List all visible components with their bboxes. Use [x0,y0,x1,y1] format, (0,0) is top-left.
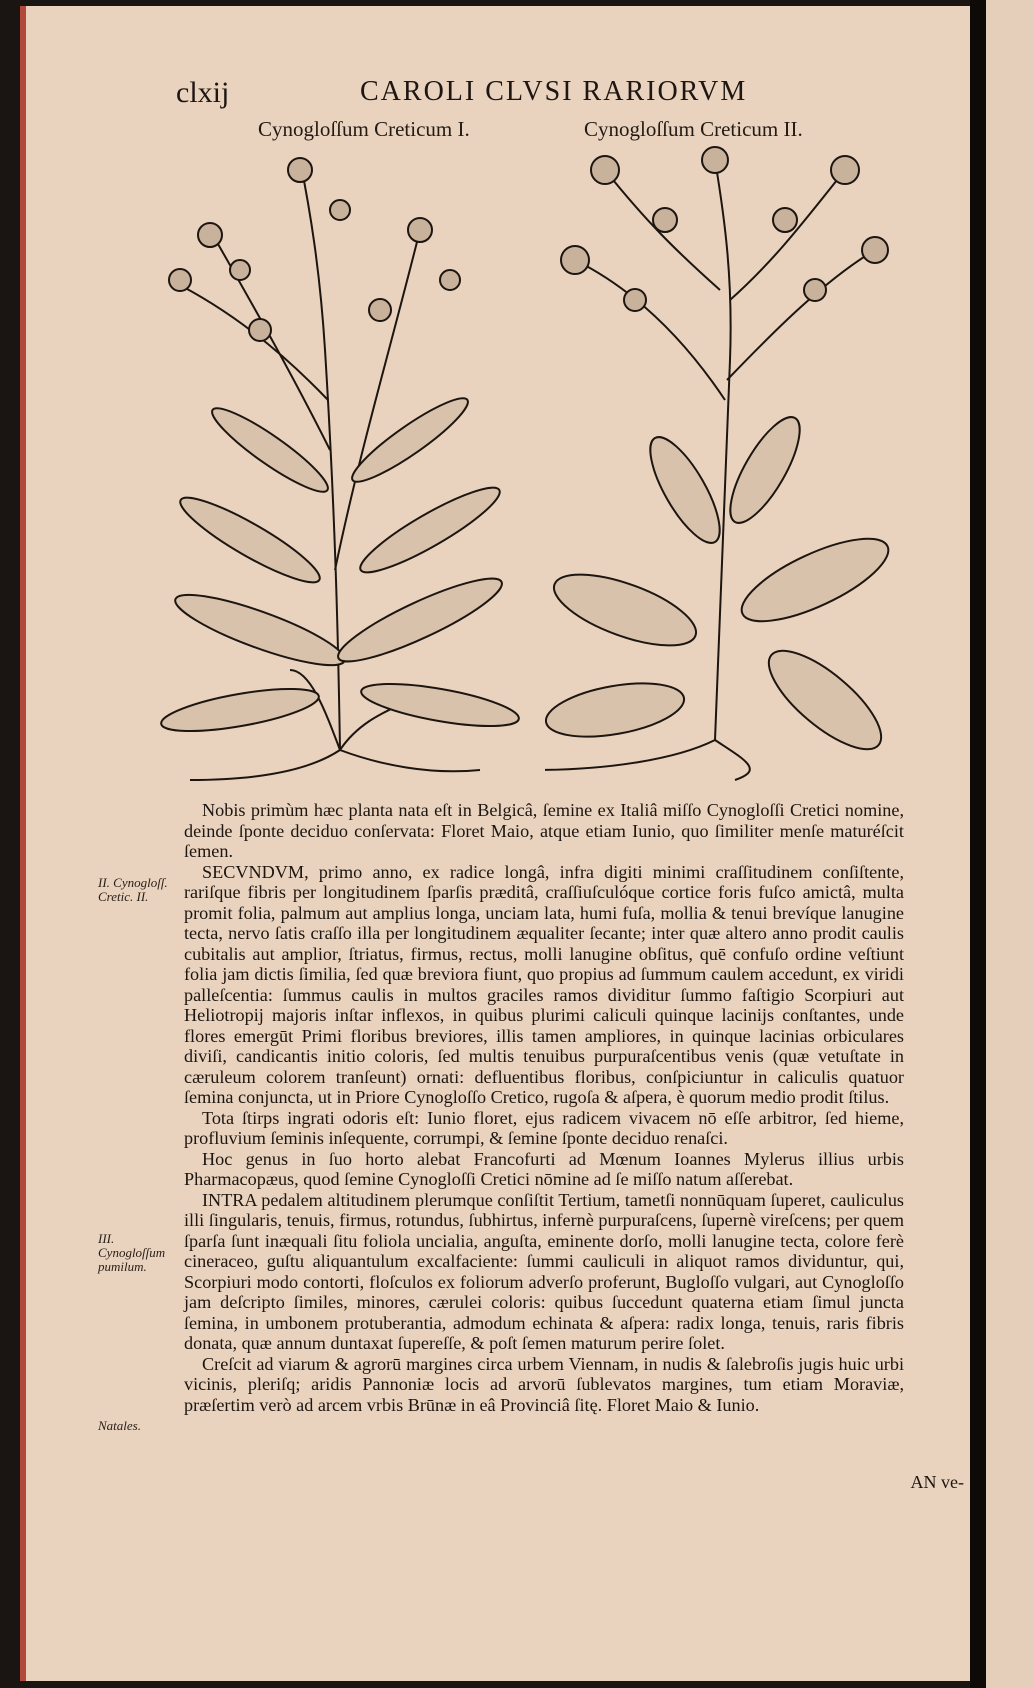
margin-note-ii: II. Cynogloſſ. Cretic. II. [98,875,168,904]
folio-number: clxij [176,76,230,109]
woodcut-plant-2 [545,140,905,790]
figure-caption-2: Cynogloſſum Creticum II. [584,117,803,141]
margin-note-iii: III. Cynogloſſum pumilum. [98,1231,166,1274]
body-text [184,800,904,1415]
facing-page-edge [986,0,1034,1688]
running-head: CAROLI CLVSI RARIORVM [360,76,748,107]
catchword: AN ve- [910,1472,964,1492]
paragraph: SECVNDVM, primo anno, ex radice longâ, infra digiti minimi craſſitudinem conſiſtente, rariſque fibris per longitudinem ſparſis præditâ, craſſiuſculóque cortice foris fuſco amictâ, multa promit folia, palmum aut amplius longa, unciam lata, humi fuſa, mollia & tenui brevíque lanugine tecta, nervo ſatis craſſo illa per longitudinem æqualiter ſecante; inter quæ altero anno prodit caulis cubitalis aut amplior, ſtriatus, firmus, rectus, molli lanugine obſitus, quē confuſo ordine veſtiunt folia jam dictis ſimilia, ſed quæ breviora fiunt, quo propius ad ſummum caulem accedunt, ex viridi palleſcentia: ſummus caulis in multos graciles ramos dividitur ſummo faſtigio Scorpiuri aut Heliotropij majoris inſtar inflexos, in quibus plurimi caliculi quinque lacinijs conſtantes, unde flores emergūt Primi floribus breviores, illis tamen ampliores, in quinque lacinias orbiculares diviſi, candicantis initio coloris, ſed multis tenuibus purpuraſcentibus venis (quæ vetuſtate in cæruleum colorem tranſeunt) ornati: defluentibus floribus, conſpiciuntur in caliculis quatuor ſemina conjuncta, ut in Priore Cynogloſſo Cretico, rugoſa & aſpera, è quorum medio prodit ſtilus. [184,861,904,1107]
margin-note-natales: Natales. [98,1418,141,1433]
paragraph: INTRA pedalem altitudinem plerumque conſiſtit Tertium, tametſi nonnūquam ſuperet, cauliculus illi ſingularis, tenuis, firmus, rotundus, ſubhirtus, infernè purpuraſcens, ſupernè vireſcens; per quem ſparſa ſunt inæquali ſitu foliola uncialia, anguſta, eminente dorſo, molli lanugine tecta, colore ferè cineraceo, guſtu aliquantulum excalfaciente: ſummi cauliculi in aliquot ramos dividuntur, qui, Scorpiuri modo contorti, floſculos ex foliorum adverſo proferunt, Bugloſſo vulgari, aut Cynogloſſo jam deſcripto ſimiles, minores, cærulei coloris: quibus ſuccedunt quaterna etiam ſimul juncta ſemina, in umbonem protuberantia, admodum echinata & aſpera: radix longa, tenuis, raris fibris donata, quæ annum duntaxat ſupereſſe, & poſt ſemen maturum perire ſolet. [184,1189,904,1353]
paragraph: Creſcit ad viarum & agrorū margines circa urbem Viennam, in nudis & ſalebroſis jugis huic urbi vicinis, pleriſq; aridis Pannoniæ locis ad arvorū ſublevatos margines, tum etiam Moraviæ, præſertim verò ad arcem vrbis Brūnæ in eâ Provinciâ ſitę. Floret Maio & Iunio. [184,1353,904,1415]
woodcut-plant-1 [150,150,530,790]
paragraph: Hoc genus in ſuo horto alebat Francofurti ad Mœnum Ioannes Mylerus illius urbis Pharmacopæus, quod ſemine Cynogloſſi Cretici nōmine ad ſe miſſo natum aſſerebat. [184,1148,904,1189]
figure-caption-1: Cynogloſſum Creticum I. [258,117,470,141]
gutter-shadow [970,0,986,1688]
paragraph: Nobis primùm hæc planta nata eſt in Belgicâ, ſemine ex Italiâ miſſo Cynogloſſi Cretici nomine, deinde ſponte deciduo conſervata: Floret Maio, atque etiam Iunio, quo ſimiliter menſe maturéſcit ſemen. [184,800,904,861]
paragraph: Tota ſtirps ingrati odoris eſt: Iunio floret, ejus radicem vivacem nō eſſe arbitror, ſed hieme, profluvium ſeminis inſequente, corrumpi, & ſemine ſponte deciduo renaſci. [184,1107,904,1148]
